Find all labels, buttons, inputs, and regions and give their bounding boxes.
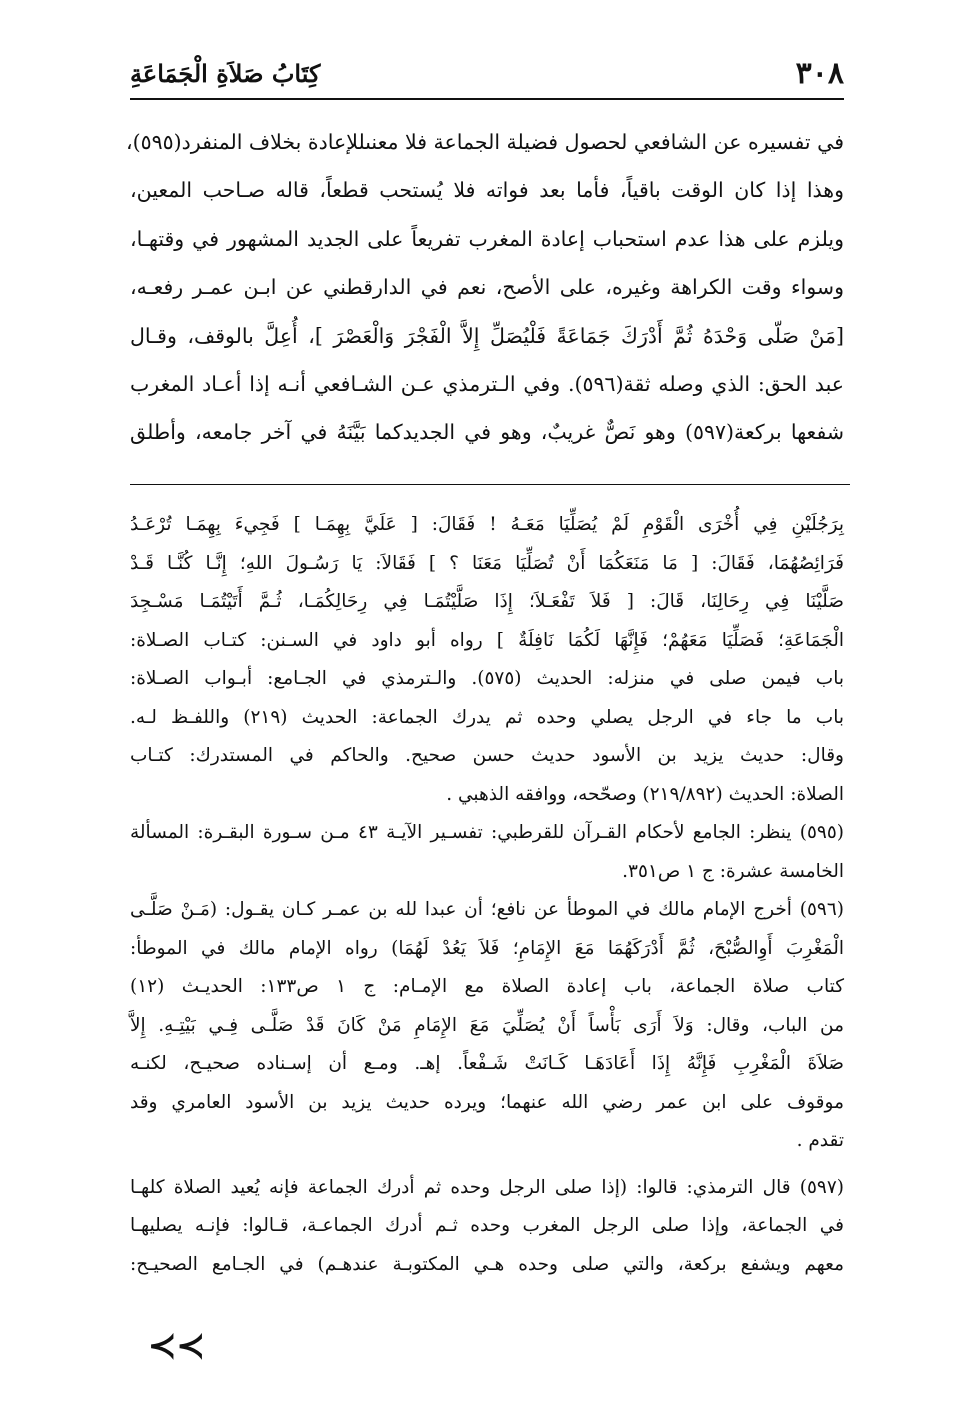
body-line: [مَنْ صَلّى وَحْدَهُ ثُمَّ أَدْرَكَ جَمَاعَةً فَلْيُصَلِّ إِلاَّ الْفَجْرَ وَالْعَصْرَ ]، أُعِلَّ بالوقف، وقـال: [130, 323, 844, 348]
footnote-divider: [130, 484, 850, 485]
footnote-line: (٥٩٦) أخرج الإمام مالك في الموطأ عن نافع؛ أن عبدا لله بن عمـر كـان يقـول: (مَـنْ صَلَّـى: [130, 899, 844, 920]
footnote-line: الصلاة: الحديث (٢١٩/٨٩٢) وصحّحه، ووافقه الذهبي .: [446, 783, 844, 805]
footnote-596: [130, 891, 844, 1161]
footnote-line: في الجماعة، وإذا صلى الرجل المغرب وحده ثـم أدرك الجماعـة، قـالوا: فإنـه يصليهـا: [130, 1215, 844, 1236]
body-line: شفعها بركعة(٥٩٧) وهو نَصٌّ غريبٌ، وهو في الجديدكما بَيَّنَهُ في آخر جامعه، وأطلق: [130, 420, 844, 445]
footnote-line: كتاب صلاة الجماعة، باب إعادة الصلاة مع الإمـام: ج ١ ص١٣٣: الحديـث (١٢): [130, 976, 844, 997]
footnote-line: تقدم .: [796, 1130, 844, 1151]
page-number: ٣٠٨: [795, 56, 844, 91]
body-line: وسواء وقت الكراهة وغيره، على الأصح، نعم في الدارقطني عن ابـن عمـر رفعـه،: [130, 275, 844, 300]
footnote-line: الْمَغْرِبَ أَوِالصُّبْحَ، ثُمَّ أَدْرَكَهُمَا مَعَ الإِمَامِ؛ فَلاَ يَعُدْ لَهُمَا) رواه الإمام مالك في الموطأ:: [130, 937, 844, 959]
footnote-line: وقال: حديث يزيد بن الأسود حديث حسن صحيح. والحاكم في المستدرك: كتـاب: [130, 745, 844, 766]
footnote-line: بِرَجُلَيْنِ فِي أُخْرَى الْقَوْمِ لَمْ يُصَلِّيَا مَعَـهُ ! فَقَالَ: [ عَلَيَّ بِهِمَـا ] فَجِيءَ بِهِمَـا تُرْعَـدُ: [130, 514, 844, 535]
header-divider: [130, 98, 844, 100]
footnote-line: صَلاَةَ الْمَغْرِبِ فَإِنَّهُ إِذَا أَعَادَهَـا كَـانَتْ شَـفْعاً. إهـ. ومـع أن إسـناده صحيـح، لكنـه: [130, 1053, 844, 1074]
body-line: عبد الحق: الذي وصله ثقة(٥٩٦). وفي الـترمذي عـن الشـافعي أنـه إذا أعـاد المغرب: [130, 371, 844, 396]
chapter-title: كِتَابُ صَلاَةِ الْجَمَاعَةِ: [130, 59, 321, 88]
page-header: [130, 54, 844, 94]
continuation-arrows-icon: ≺≺: [148, 1326, 205, 1366]
footnote-gap: [130, 1161, 844, 1169]
main-body-text: [125, 118, 844, 457]
footnote-line: صَلَّيْنَا فِي رِحَالِنَا، قَالَ: [ فَلاَ تَفْعَـلاَ؛ إِذَا صَلَّيْتُمَـا فِي رِحَالِكُمَـا، ثُـمَّ أَتَيْتُمَـا مَسْـجِدَ: [130, 591, 844, 612]
footnote-line: فَرَائِصُهُمَا، فَقَالَ: [ مَا مَنَعَكُمَا أَنْ تُصَلِّيَا مَعَنَا ؟ ] فَقَالاَ: يَا رَسُـولَ اللهِ؛ إِنَّـا كُنَّـا قَـدْ: [130, 552, 844, 574]
footnote-continuation: [130, 506, 844, 814]
footnote-line: (٥٩٥) ينظر: الجامع لأحكام القـرآن للقرطبي: تفسـير الآيـة ٤٣ مـن سـورة البقـرة: المسألة: [130, 822, 844, 843]
footnote-595: [130, 814, 844, 891]
footnote-line: موقوف على ابن عمر رضي الله عنهما؛ ويرده حديث يزيد بن الأسود العامري وقد: [130, 1091, 844, 1113]
footnote-line: (٥٩٧) قال الترمذي: قالوا: (إذا صلى الرجل وحده ثم أدرك الجماعة فإنه يُعيد الصلاة كلهـا: [130, 1176, 844, 1198]
footnotes-section: [130, 506, 844, 1284]
footnote-597: [130, 1169, 844, 1285]
body-line: ويلزم على هذا عدم استحباب إعادة المغرب تفريعاً على الجديد المشهور في وقتهـا،: [130, 226, 844, 251]
body-line: وهذا إذا كان الوقت باقياً، فأما بعد فواته فلا يُستحب قطعاً، قاله صـاحب المعين،: [130, 178, 844, 203]
footnote-line: باب فيمن صلى في منزله: الحديث (٥٧٥). والـترمذي في الجـامع: أبـواب الصـلاة:: [130, 668, 845, 689]
footnote-line: الْجَمَاعَةِ؛ فَصَلِّيَا مَعَهُمْ؛ فَإِنَّهَا لَكُمَا نَافِلَةٌ ] رواه أبو داود في السـنن: كتـاب الصـلاة:: [130, 629, 844, 651]
body-line: في تفسيره عن الشافعي لحصول فضيلة الجماعة فلا معنىللإعادة بخلاف المنفرد(٥٩٥)،: [125, 130, 844, 154]
footnote-line: الخامسة عشرة: ج ١ ص٣٥١.: [622, 860, 844, 882]
footnote-line: معهم ويشفع بركعة، والتي صلى وحده هـي المكتوبـة عندهـم) في الجـامع الصحيـح:: [130, 1253, 844, 1275]
footnote-line: باب ما جاء في الرجل يصلي وحده ثم يدرك الجماعة: الحديث (٢١٩) واللفـظ لـه.: [130, 706, 844, 728]
footnote-line: من الباب، وقال: وَلاَ أَرَى بَأْساً أَنْ يُصَلِّيَ مَعَ الإِمَامِ مَنْ كَانَ قَدْ صَلَّـى فِـي بَيْتِـهِ. إِلاَّ: [130, 1014, 844, 1036]
